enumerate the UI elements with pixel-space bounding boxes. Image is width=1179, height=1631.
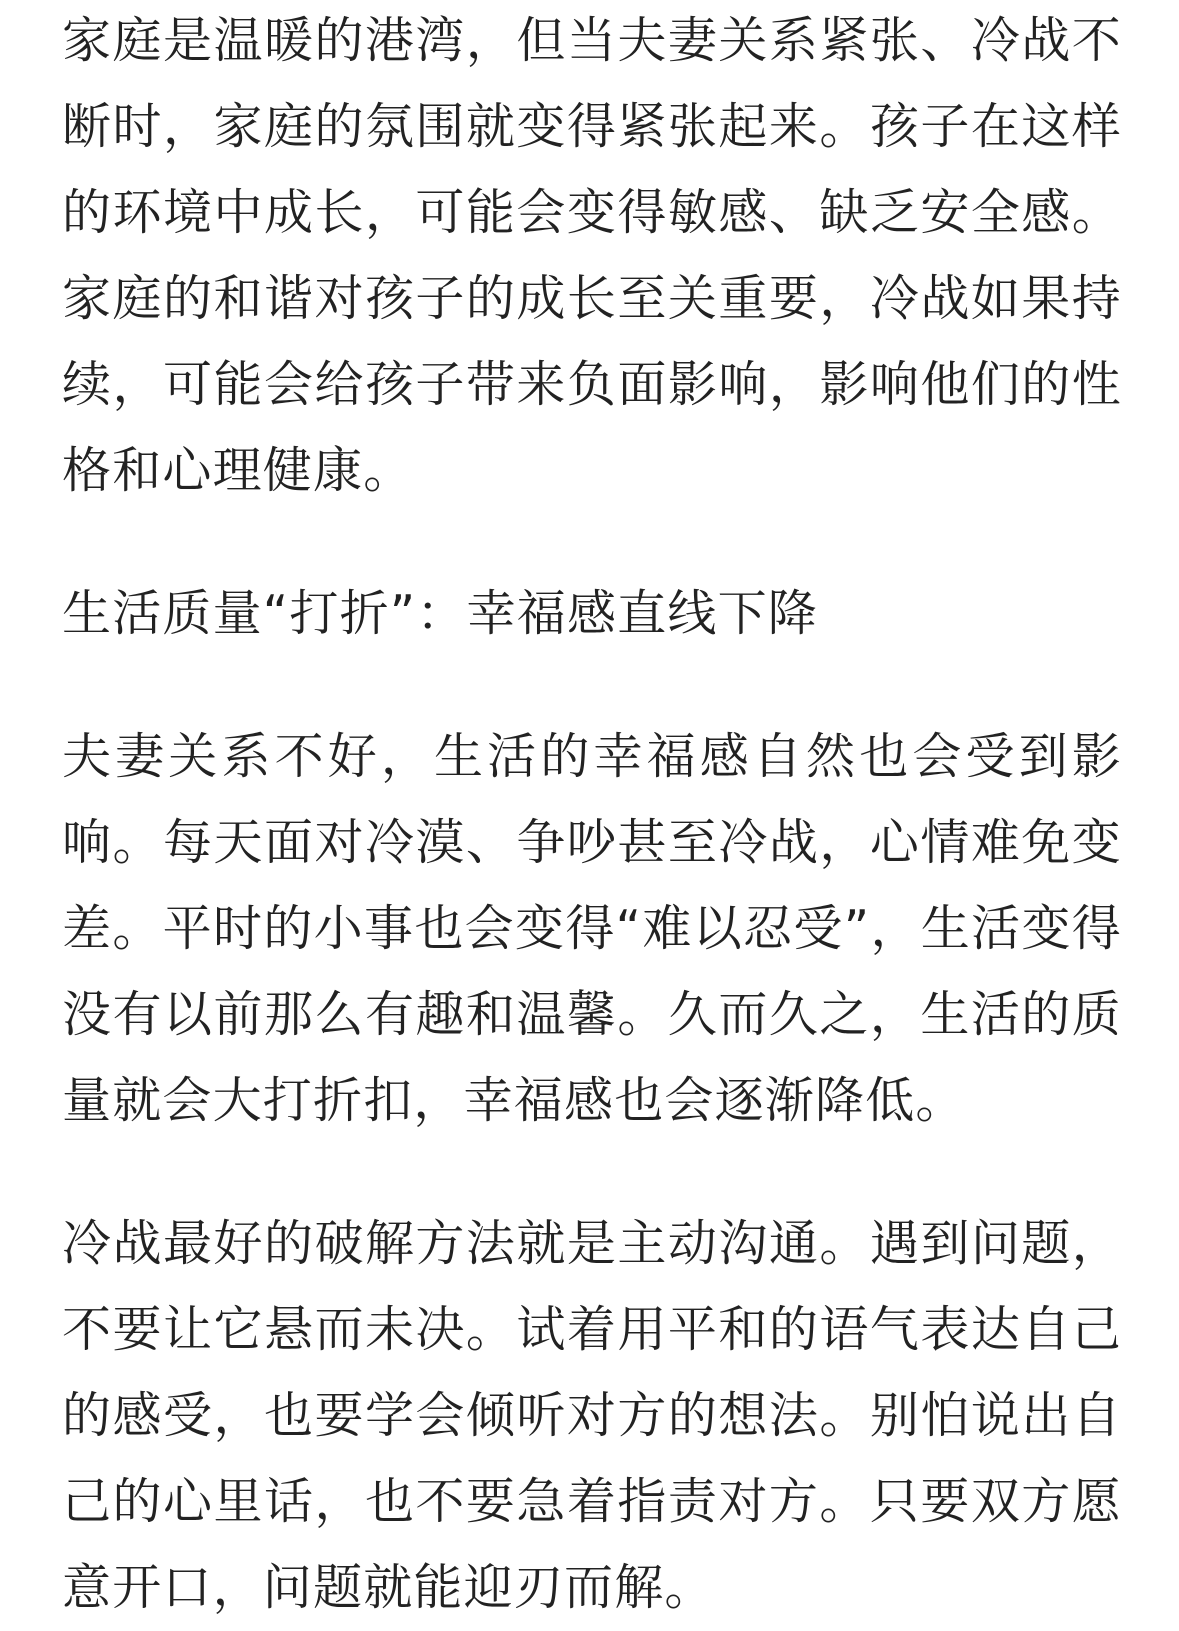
paragraph-family-atmosphere: 家庭是温暖的港湾，但当夫妻关系紧张、冷战不断时，家庭的氛围就变得紧张起来。孩子在这样的环境中成长，可能会变得敏感、缺乏安全感。家庭的和谐对孩子的成长至关重要，冷战如果持续，可能会给孩子带来负面影响，影响他们的性格和心理健康。 bbox=[62, 12, 1122, 499]
paragraph-happiness-decline: 夫妻关系不好，生活的幸福感自然也会受到影响。每天面对冷漠、争吵甚至冷战，心情难免变差。平时的小事也会变得“难以忍受”，生活变得没有以前那么有趣和温馨。久而久之，生活的质量就会大打折扣，幸福感也会逐渐降低。 bbox=[62, 728, 1122, 1129]
article-body bbox=[62, 0, 1122, 1631]
section-heading-quality-of-life: 生活质量“打折”：幸福感直线下降 bbox=[62, 585, 818, 642]
paragraph-communication: 冷战最好的破解方法就是主动沟通。遇到问题，不要让它悬而未决。试着用平和的语气表达自己的感受，也要学会倾听对方的想法。别怕说出自己的心里话，也不要急着指责对方。只要双方愿意开口，问题就能迎刃而解。 bbox=[62, 1215, 1122, 1616]
